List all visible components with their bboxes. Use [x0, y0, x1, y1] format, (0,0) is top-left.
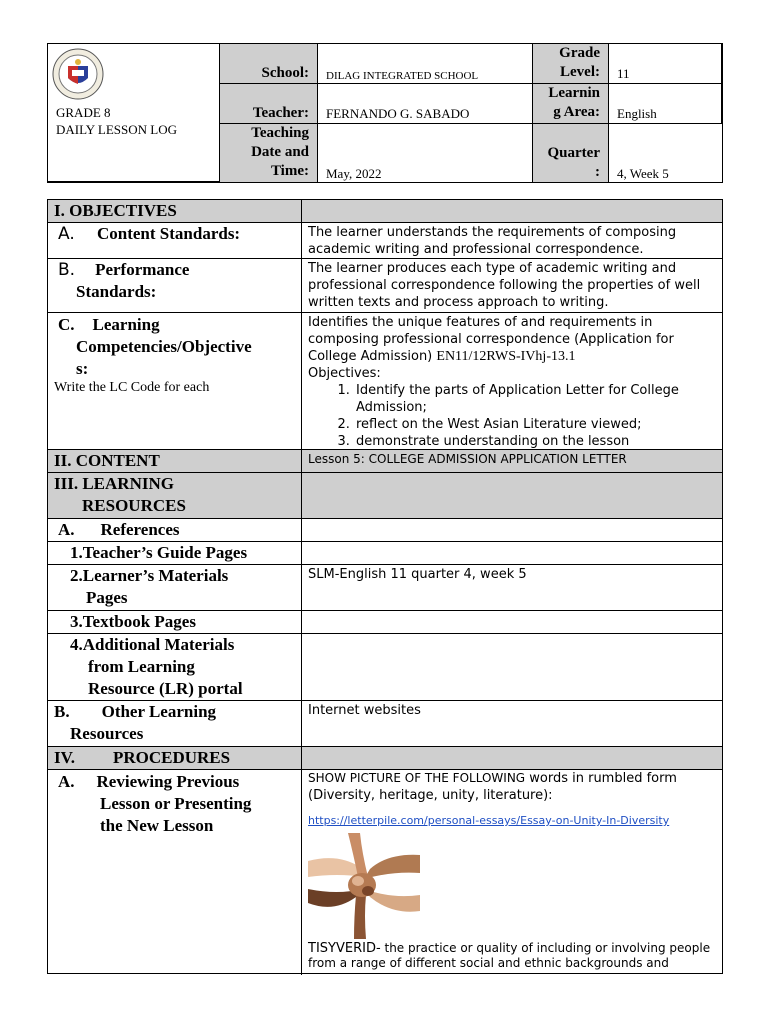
objective-item: 1. Identify the parts of Application Letter for College Admission;: [354, 382, 716, 416]
review-instruction: words in rumbled form (Diversity, heritage, unity, literature):: [308, 771, 677, 803]
additional-materials-label: [48, 634, 302, 700]
grade-label-line2: Level:: [560, 64, 600, 80]
quarter-label-line1: Quarter: [547, 145, 600, 161]
resources-heading-line2: RESOURCES: [82, 496, 186, 515]
additional-blank: [302, 634, 722, 700]
scrambled-word: TISYVERID-: [308, 941, 381, 956]
area-label-line2: g Area:: [553, 104, 600, 120]
logo-cell: [48, 44, 220, 182]
competencies-letter: C.: [58, 315, 75, 334]
content-standards-text: Content Standards:: [96, 224, 241, 243]
grade-label-line1: Grade: [559, 45, 600, 61]
references-label: [48, 519, 302, 541]
references-text: References: [100, 520, 180, 539]
content-standards-letter: A.: [58, 224, 75, 244]
school-value: DILAG INTEGRATED SCHOOL: [318, 44, 533, 84]
performance-standards-value: The learner produces each type of academic writing and professional correspondence following the properties of well written texts and process approach to writing.: [308, 261, 701, 310]
performance-standards-row: [48, 259, 722, 313]
competencies-text-1: Learning: [92, 315, 160, 334]
teacher-label: Teacher:: [220, 84, 318, 124]
procedures-heading: [48, 747, 302, 769]
additional-line2: from Learning: [88, 657, 195, 676]
competencies-text-3: s:: [76, 359, 89, 378]
learners-materials-label: [48, 565, 302, 610]
other-resources-value: Internet websites: [308, 703, 421, 718]
objectives-heading: I. OBJECTIVES: [48, 200, 302, 222]
additional-line1: Additional Materials: [82, 635, 235, 654]
additional-line3: Resource (LR) portal: [88, 679, 243, 698]
teacher-value: FERNANDO G. SABADO: [318, 84, 533, 124]
content-standards-row: [48, 223, 722, 259]
review-line1: Reviewing Previous: [96, 772, 240, 791]
procedures-heading-num: IV.: [54, 748, 75, 767]
references-row: [48, 519, 722, 542]
lesson-title: COLLEGE ADMISSION APPLICATION LETTER: [368, 452, 627, 466]
objective-item: 2. reflect on the West Asian Literature viewed;: [354, 416, 716, 433]
review-lesson-label: [48, 770, 302, 975]
resources-heading-line1: III. LEARNING: [54, 474, 174, 493]
learners-materials-line1: 2.Learner’s Materials: [70, 566, 229, 585]
competencies-text-2: Competencies/Objective: [76, 337, 252, 356]
quarter-label: [533, 124, 609, 182]
essay-link[interactable]: https://letterpile.com/personal-essays/Essay-on-Unity-In-Diversity: [308, 814, 670, 827]
performance-text-1: Performance: [95, 260, 190, 279]
textbook-label: 3.Textbook Pages: [48, 611, 302, 633]
review-line3: the New Lesson: [100, 816, 214, 835]
textbook-blank: [302, 611, 722, 633]
grade-label: [533, 44, 609, 84]
area-label-line1: Learnin: [548, 85, 600, 101]
date-label-line3: Time:: [270, 163, 309, 179]
content-standards-label: [48, 223, 302, 258]
log-title-line1: GRADE 8: [56, 105, 111, 120]
competencies-label: [48, 313, 302, 449]
content-standards-value: The learner understands the requirements of composing academic writing and professional correspondence.: [308, 225, 677, 257]
review-lesson-value: [302, 770, 722, 975]
references-blank: [302, 519, 722, 541]
review-letter: A.: [58, 772, 75, 791]
quarter-value: 4, Week 5: [617, 166, 669, 181]
objective-item: 3. demonstrate understanding on the lesson: [354, 433, 716, 450]
procedures-section: [48, 747, 722, 770]
learners-materials-row: [48, 565, 722, 611]
content-heading: II. CONTENT: [48, 450, 302, 472]
lesson-log-table: [47, 199, 723, 974]
resources-heading-blank: [302, 473, 722, 518]
competencies-note: Write the LC Code for each: [54, 380, 210, 395]
date-label-line2: Date and: [251, 144, 309, 160]
date-label-line1: Teaching: [251, 125, 309, 141]
other-resources-row: [48, 701, 722, 747]
other-resources-line1: Other Learning: [101, 702, 217, 721]
log-title: [56, 104, 177, 138]
procedures-heading-blank: [302, 747, 722, 769]
other-resources-label: [48, 701, 302, 746]
learners-materials-value: SLM-English 11 quarter 4, week 5: [308, 567, 527, 582]
school-label: School:: [220, 44, 318, 84]
objectives-section: [48, 200, 722, 223]
objectives-heading-blank: [302, 200, 722, 222]
review-line2: Lesson or Presenting: [100, 794, 252, 813]
learners-materials-line2: Pages: [86, 588, 128, 607]
deped-seal-icon: [52, 48, 104, 100]
log-title-line2: DAILY LESSON LOG: [56, 122, 177, 137]
lesson-prefix: Lesson 5:: [308, 452, 365, 466]
objectives-list-label: Objectives:: [308, 366, 381, 381]
header-table: [47, 43, 723, 183]
objectives-list: [308, 382, 716, 450]
textbook-row: [48, 611, 722, 634]
date-label: [220, 124, 318, 182]
teachers-guide-blank: [302, 542, 722, 564]
references-letter: A.: [58, 520, 75, 539]
area-value: English: [609, 84, 722, 124]
content-value: [302, 450, 722, 472]
lc-code: EN11/12RWS-IVhj-13.1: [436, 349, 576, 364]
performance-standards-label: [48, 259, 302, 312]
competencies-description: Identifies the unique features of and requirements in composing professional correspondence (Application for College Admission): [308, 315, 674, 364]
additional-materials-row: [48, 634, 722, 701]
joined-hands-image: [308, 833, 420, 939]
review-instruction-caps: SHOW PICTURE OF THE FOLLOWING: [308, 771, 526, 785]
teachers-guide-label: 1.Teacher’s Guide Pages: [48, 542, 302, 564]
review-lesson-row: [48, 770, 722, 975]
additional-num: 4.: [70, 635, 83, 654]
other-resources-line2: Resources: [70, 724, 144, 743]
word-definition: the practice or quality of including or involving people from a range of different social and ethnic backgrounds and: [308, 941, 711, 970]
area-label: [533, 84, 609, 124]
quarter-label-line2: :: [595, 164, 600, 180]
content-section: [48, 450, 722, 473]
performance-text-2: Standards:: [76, 282, 157, 301]
resources-section: [48, 473, 722, 519]
resources-heading: [48, 473, 302, 518]
procedures-heading-text: PROCEDURES: [112, 748, 231, 767]
other-resources-letter: B.: [54, 702, 70, 721]
grade-value: 11: [609, 44, 722, 84]
performance-letter: B.: [58, 260, 76, 280]
date-value: May, 2022: [318, 124, 533, 182]
teachers-guide-row: [48, 542, 722, 565]
competencies-row: [48, 313, 722, 450]
competencies-value: [302, 313, 722, 449]
